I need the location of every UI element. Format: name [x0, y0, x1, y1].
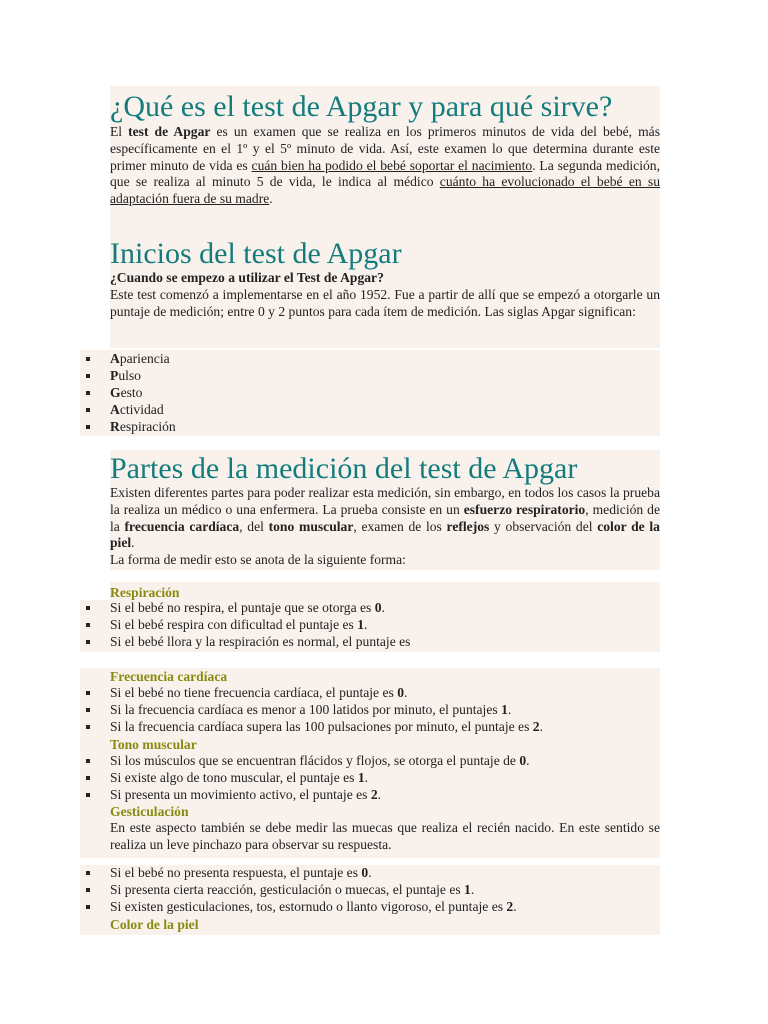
score-value: 2 — [370, 786, 378, 802]
square-bullet-icon — [86, 357, 90, 361]
score-value: 0 — [374, 600, 382, 615]
acronym-item: Actividad — [80, 402, 660, 419]
acronym-item: Respiración — [80, 419, 660, 436]
gesticulacion-paragraph: En este aspecto también se debe medir las muecas que realiza el recién nacido. En este sentido se realiza un leve pinchazo para observar su respuesta. — [110, 820, 660, 853]
gesticulacion-heading: Gesticulación — [110, 804, 189, 820]
score-value: 1 — [464, 881, 471, 897]
score-value: 0 — [397, 685, 405, 700]
inicios-section — [110, 238, 660, 348]
square-bullet-icon — [86, 708, 90, 712]
square-bullet-icon — [86, 759, 90, 763]
square-bullet-icon — [86, 374, 90, 378]
score-item: Si el bebé respira con dificultad el puntaje es 1. — [80, 617, 660, 634]
partes-section — [110, 450, 660, 570]
inicios-paragraph: Este test comenzó a implementarse en el año 1952. Fue a partir de allí que se empezó a otorgarle un puntaje de medición; entre 0 y 2 puntos para cada ítem de medición. Las siglas Apgar significan: — [110, 286, 660, 319]
apgar-acronym-list-box — [80, 350, 660, 436]
section-subtitle: ¿Cuando se empezo a utilizar el Test de Apgar? — [110, 270, 384, 285]
frecuencia-list — [80, 685, 660, 736]
acronym-item: Pulso — [80, 368, 660, 385]
score-value: 2 — [506, 898, 514, 914]
score-value: 1 — [357, 616, 365, 632]
tono-heading: Tono muscular — [110, 736, 197, 752]
square-bullet-icon — [86, 640, 90, 644]
score-item: Si el bebé no respira, el puntaje que se otorga es 0. — [80, 600, 660, 617]
respiracion-list — [80, 600, 660, 651]
square-bullet-icon — [86, 425, 90, 429]
respiracion-heading-box — [110, 582, 660, 602]
intro-section — [110, 86, 660, 238]
square-bullet-icon — [86, 776, 90, 780]
square-bullet-icon — [86, 871, 90, 875]
score-item: Si existen gesticulaciones, tos, estornudo o llanto vigoroso, el puntaje es 2. — [80, 899, 660, 916]
score-value: 1 — [501, 701, 508, 717]
score-value: 1 — [357, 769, 365, 785]
tono-list — [80, 753, 660, 804]
partes-line-2: La forma de medir esto se anota de la siguiente forma: — [110, 552, 406, 568]
score-item: Si presenta cierta reacción, gesticulación o muecas, el puntaje es 1. — [80, 882, 660, 899]
section-title-que-es: ¿Qué es el test de Apgar y para qué sirve? — [110, 90, 613, 123]
intro-paragraph: El test de Apgar es un examen que se realiza en los primeros minutos de vida del bebé, más específicamente en el 1º y el 5º minuto de vida. Así, este examen lo que determina durante este primer minuto de vida es cuán bien ha podido el bebé soportar el nacimiento. La segunda medición, que se realiza al minuto 5 de vida, le indica al médico cuánto ha evolucionado el bebé en su adaptación fuera de su madre. — [110, 124, 660, 207]
acronym-item: Gesto — [80, 385, 660, 402]
score-item: Si presenta un movimiento activo, el puntaje es 2. — [80, 787, 660, 804]
gesticulacion-list — [80, 865, 660, 916]
square-bullet-icon — [86, 793, 90, 797]
square-bullet-icon — [86, 725, 90, 729]
apgar-acronym-list — [80, 350, 660, 436]
score-item: Si la frecuencia cardíaca es menor a 100 latidos por minuto, el puntajes 1. — [80, 702, 660, 719]
underlined-phrase-1: cuán bien ha podido el bebé soportar el nacimiento — [251, 157, 533, 173]
score-item: Si el bebé no presenta respuesta, el puntaje es 0. — [80, 865, 660, 882]
respiracion-heading: Respiración — [110, 585, 180, 600]
score-item: Si los músculos que se encuentran flácidos y flojos, se otorga el puntaje de 0. — [80, 753, 660, 770]
score-value: 0 — [519, 752, 527, 768]
score-item: Si el bebé llora y la respiración es normal, el puntaje es — [80, 634, 660, 651]
score-value: 0 — [361, 865, 369, 880]
square-bullet-icon — [86, 905, 90, 909]
square-bullet-icon — [86, 606, 90, 610]
square-bullet-icon — [86, 691, 90, 695]
square-bullet-icon — [86, 623, 90, 627]
section-title-inicios: Inicios del test de Apgar — [110, 237, 402, 270]
score-item: Si el bebé no tiene frecuencia cardíaca, el puntaje es 0. — [80, 685, 660, 702]
color-piel-heading: Color de la piel — [110, 916, 199, 932]
score-item: Si la frecuencia cardíaca supera las 100 pulsaciones por minuto, el puntaje es 2. — [80, 719, 660, 736]
square-bullet-icon — [86, 391, 90, 395]
frecuencia-block — [80, 668, 660, 858]
underlined-phrase-2: cuánto ha evolucionado el bebé en su adaptación fuera de su madre — [110, 174, 660, 207]
frecuencia-heading: Frecuencia cardíaca — [110, 669, 228, 684]
score-item: Si existe algo de tono muscular, el puntaje es 1. — [80, 770, 660, 787]
respiracion-list-box — [80, 600, 660, 652]
section-title-partes: Partes de la medición del test de Apgar — [110, 452, 578, 485]
square-bullet-icon — [86, 408, 90, 412]
gesticulacion-list-box — [80, 865, 660, 935]
acronym-item: Apariencia — [80, 351, 660, 368]
square-bullet-icon — [86, 888, 90, 892]
score-value: 2 — [532, 718, 540, 734]
partes-paragraph: Existen diferentes partes para poder realizar esta medición, sin embargo, en todos los casos la prueba la realiza un médico o una enfermera. La prueba consiste en un esfuerzo respiratorio, medición de la frecuencia cardíaca, del tono muscular, examen de los reflejos y observación del color de la piel. — [110, 485, 660, 551]
